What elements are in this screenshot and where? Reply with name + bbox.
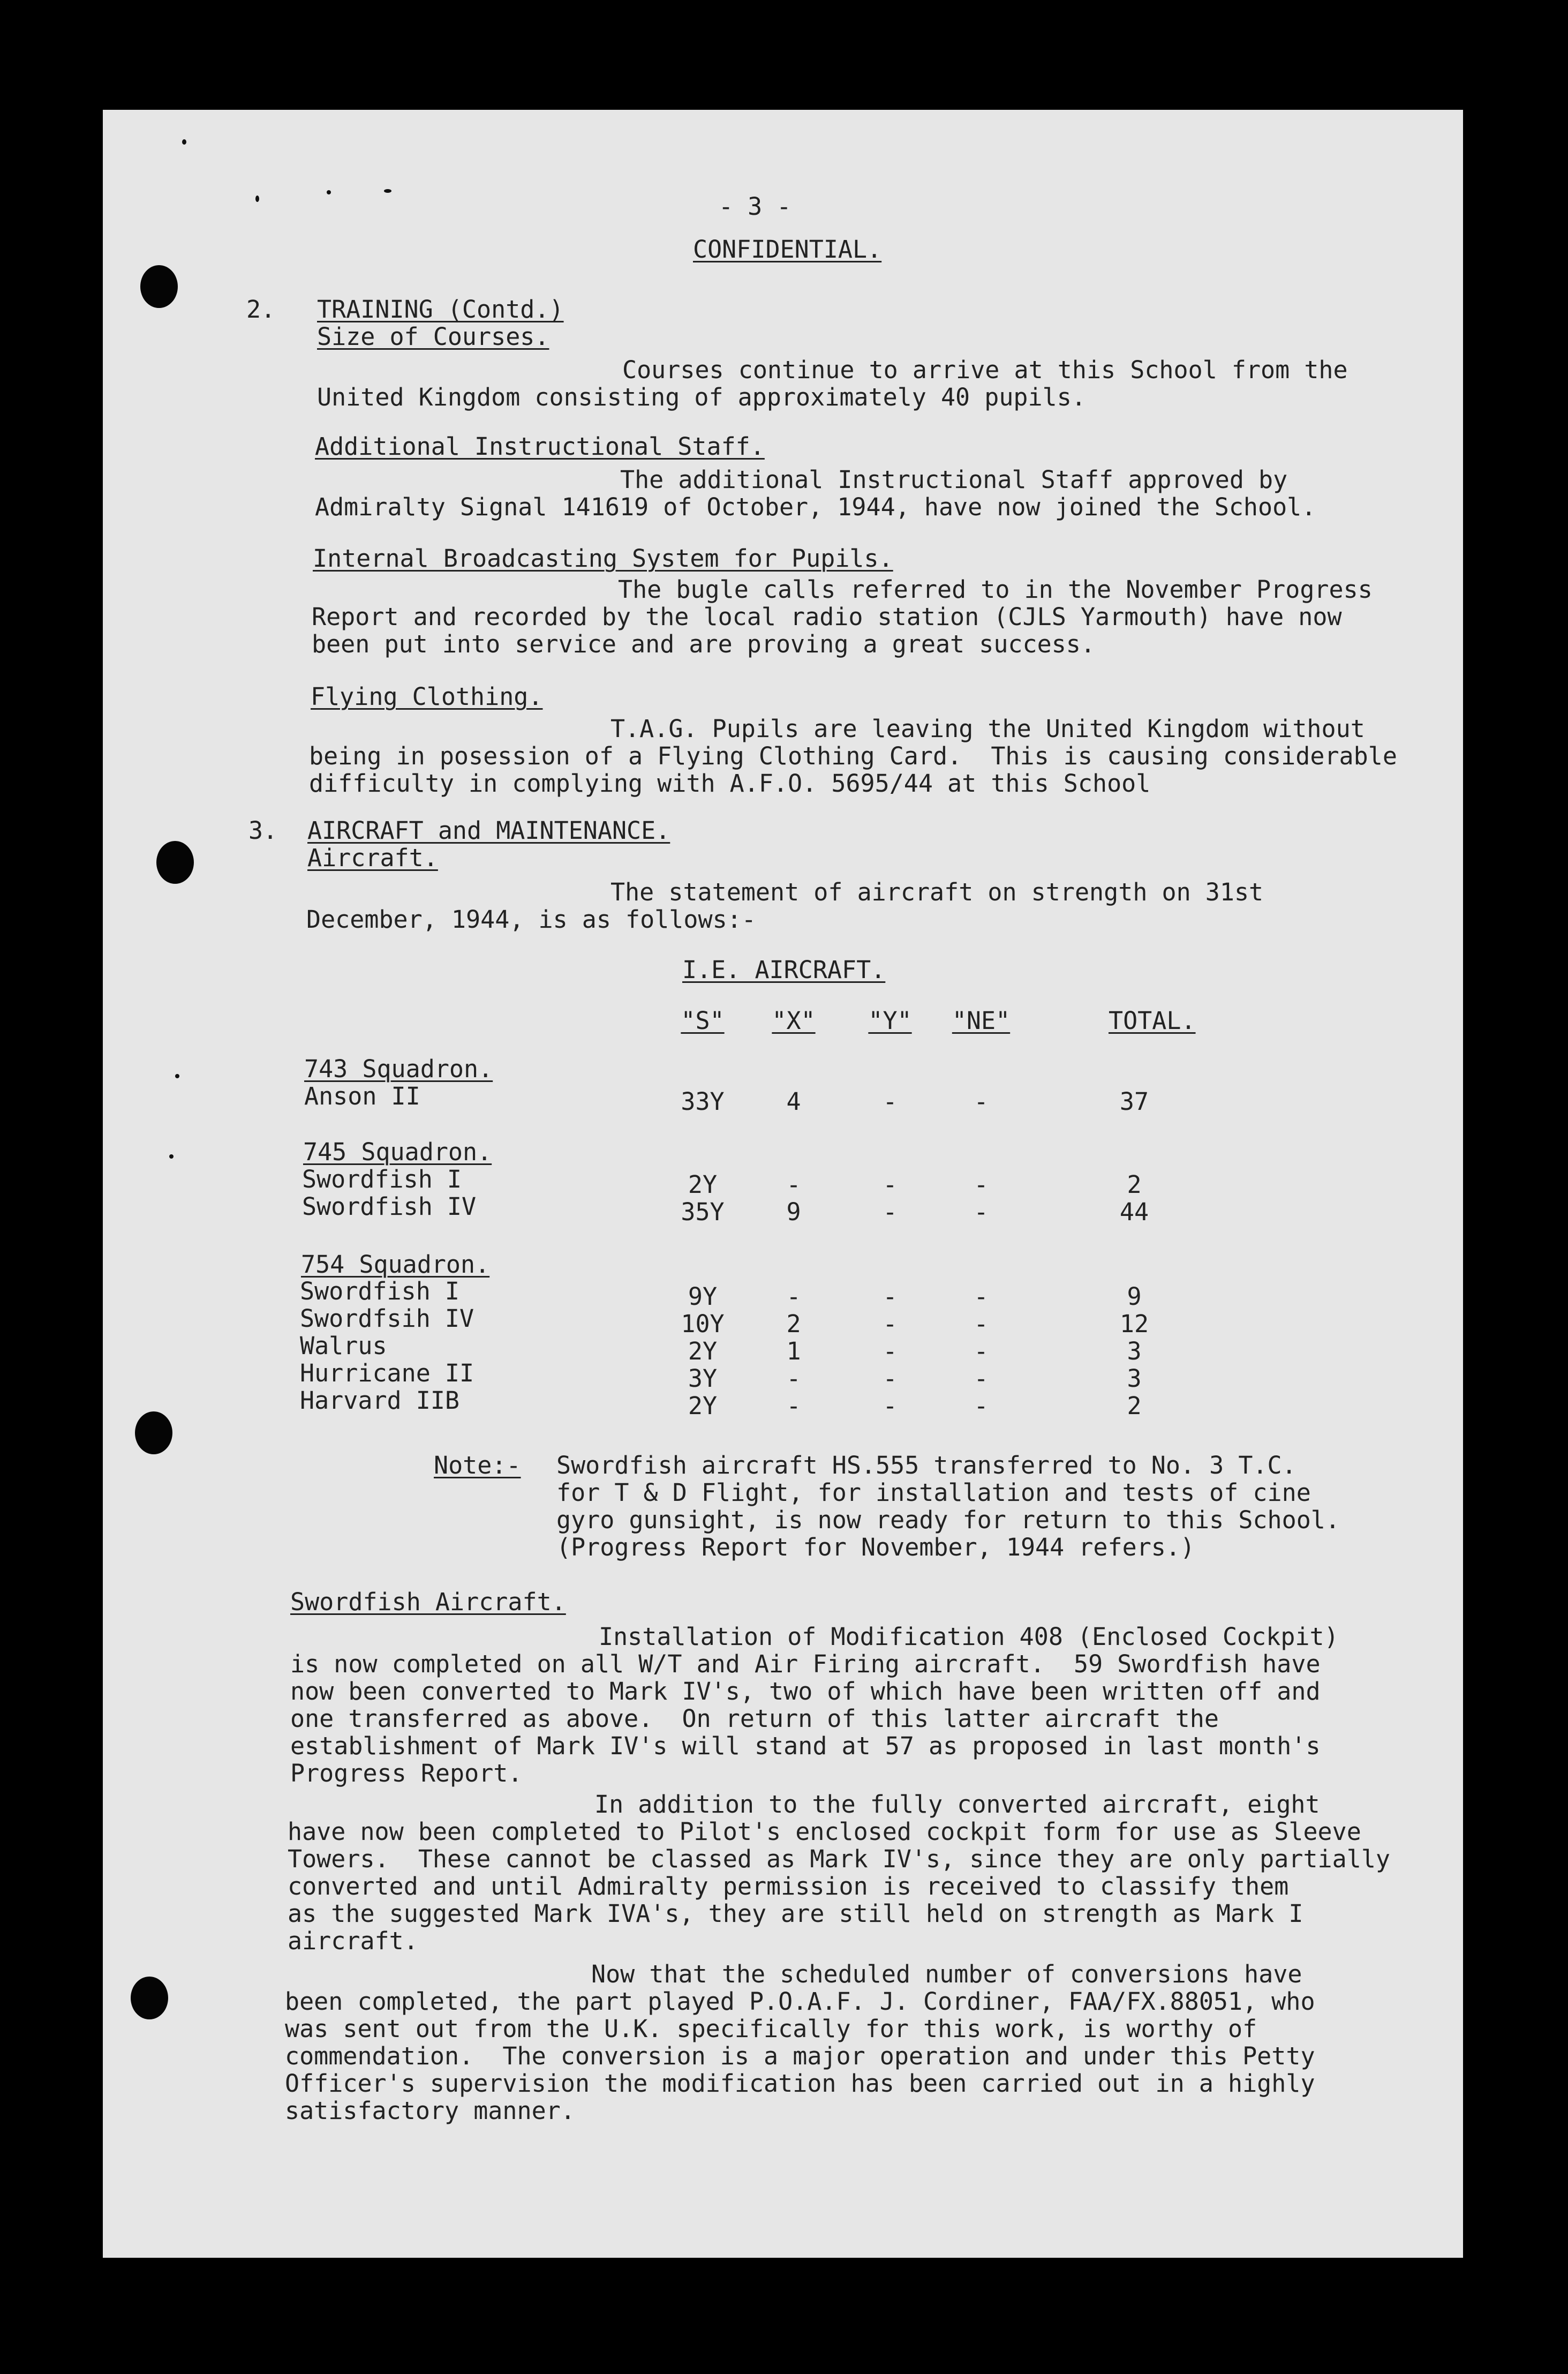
cell-ne: - [974,1364,989,1393]
column-header: "S" [681,1006,725,1035]
section-number: 3. [248,816,278,845]
aircraft-type: Swordfsih IV [300,1304,474,1333]
paragraph-line: Report and recorded by the local radio station (CJLS Yarmouth) have now [312,603,1342,631]
document-body [103,110,1463,2258]
paragraph-line: Now that the scheduled number of conversions have [591,1960,1302,1988]
paragraph-line: Progress Report. [290,1759,523,1787]
paragraph-line: one transferred as above. On return of this latter aircraft the [290,1704,1219,1733]
cell-x: 1 [786,1337,801,1365]
cell-y: - [883,1392,898,1420]
cell-total: 3 [1127,1364,1142,1393]
section-heading: TRAINING (Contd.) [317,295,564,324]
paragraph-line: The statement of aircraft on strength on 31st [610,878,1264,906]
paragraph-line: Admiralty Signal 141619 of October, 1944, have now joined the School. [315,493,1316,521]
cell-s: 2Y [688,1170,718,1199]
cell-y: - [883,1198,898,1226]
table-caption: I.E. AIRCRAFT. [682,956,886,984]
paragraph-line: as the suggested Mark IVA's, they are still held on strength as Mark I [288,1899,1303,1928]
cell-s: 35Y [681,1198,725,1226]
cell-x: - [786,1170,801,1199]
cell-ne: - [974,1282,989,1311]
cell-y: - [883,1310,898,1338]
note-line: (Progress Report for November, 1944 refers.) [556,1533,1195,1561]
cell-total: 2 [1127,1170,1142,1199]
paragraph-line: converted and until Admiralty permission is received to classify them [288,1872,1289,1900]
aircraft-type: Harvard IIB [300,1386,460,1415]
column-header: "X" [772,1006,816,1035]
column-header: TOTAL. [1109,1006,1196,1035]
cell-s: 2Y [688,1392,718,1420]
cell-ne: - [974,1310,989,1338]
cell-s: 33Y [681,1087,725,1116]
document-page [103,110,1463,2258]
aircraft-type: Swordfish I [302,1165,462,1193]
cell-s: 10Y [681,1310,725,1338]
paragraph-line: The additional Instructional Staff approved by [620,465,1288,494]
cell-total: 2 [1127,1392,1142,1420]
aircraft-type: Swordfish IV [302,1192,477,1221]
subsection-title: Additional Instructional Staff. [315,432,765,461]
cell-x: 2 [786,1310,801,1338]
aircraft-type: Swordfish I [300,1277,460,1305]
cell-x: 4 [786,1087,801,1116]
note-line: for T & D Flight, for installation and tests of cine [556,1478,1311,1507]
cell-x: - [786,1364,801,1393]
paragraph-line: been put into service and are proving a great success. [312,630,1095,658]
paragraph-line: Towers. These cannot be classed as Mark IV's, since they are only partially [288,1845,1391,1873]
cell-ne: - [974,1170,989,1199]
aircraft-type: Walrus [300,1332,387,1360]
cell-total: 37 [1119,1087,1149,1116]
paragraph-line: The bugle calls referred to in the November Progress [618,575,1373,604]
subsection-title: Flying Clothing. [311,682,543,711]
paragraph-line: commendation. The conversion is a major operation and under this Petty [285,2042,1315,2070]
cell-y: - [883,1364,898,1393]
paragraph-line: is now completed on all W/T and Air Firing aircraft. 59 Swordfish have [290,1650,1321,1678]
cell-s: 3Y [688,1364,718,1393]
aircraft-type: Hurricane II [300,1359,474,1387]
cell-ne: - [974,1337,989,1365]
section-heading: AIRCRAFT and MAINTENANCE. [307,816,670,845]
cell-total: 12 [1119,1310,1149,1338]
cell-x: 9 [786,1198,801,1226]
note-label: Note:- [434,1451,521,1479]
paragraph-line: now been converted to Mark IV's, two of which have been written off and [290,1677,1321,1706]
squadron-heading: 745 Squadron. [303,1138,492,1166]
paragraph-line: being in posession of a Flying Clothing Card. This is causing considerable [309,742,1397,770]
paragraph-line: establishment of Mark IV's will stand at 57 as proposed in last month's [290,1732,1321,1760]
subsection-title: Aircraft. [307,844,438,872]
note-line: Swordfish aircraft HS.555 transferred to No. 3 T.C. [556,1451,1296,1479]
column-header: "NE" [952,1006,1011,1035]
cell-x: - [786,1282,801,1311]
paragraph-line: In addition to the fully converted aircraft, eight [594,1790,1320,1819]
section-number: 2. [246,295,276,324]
cell-s: 9Y [688,1282,718,1311]
paragraph-line: difficulty in complying with A.F.O. 5695/44 at this School [309,769,1151,798]
cell-ne: - [974,1087,989,1116]
column-header: "Y" [868,1006,912,1035]
cell-total: 9 [1127,1282,1142,1311]
cell-s: 2Y [688,1337,718,1365]
paragraph-line: have now been completed to Pilot's enclosed cockpit form for use as Sleeve [288,1817,1361,1846]
paragraph-line: Installation of Modification 408 (Enclosed Cockpit) [599,1622,1339,1651]
cell-y: - [883,1337,898,1365]
classification-label: CONFIDENTIAL. [693,235,882,264]
cell-ne: - [974,1198,989,1226]
cell-y: - [883,1282,898,1311]
squadron-heading: 743 Squadron. [304,1055,493,1083]
paragraph-line: T.A.G. Pupils are leaving the United Kingdom without [610,715,1365,743]
subsection-title: Internal Broadcasting System for Pupils. [313,544,893,573]
cell-x: - [786,1392,801,1420]
squadron-heading: 754 Squadron. [301,1250,490,1279]
paragraph-line: satisfactory manner. [285,2097,575,2125]
paragraph-line: aircraft. [288,1927,418,1955]
subsection-title: Swordfish Aircraft. [290,1588,566,1616]
cell-total: 3 [1127,1337,1142,1365]
page-number: - 3 - [719,192,791,221]
aircraft-type: Anson II [304,1082,420,1110]
cell-y: - [883,1087,898,1116]
note-line: gyro gunsight, is now ready for return to this School. [556,1506,1340,1534]
subsection-title: Size of Courses. [317,322,549,351]
paragraph-line: was sent out from the U.K. specifically for this work, is worthy of [285,2015,1257,2043]
paragraph-line: December, 1944, is as follows:- [306,905,756,934]
cell-y: - [883,1170,898,1199]
cell-ne: - [974,1392,989,1420]
paragraph-line: Courses continue to arrive at this School from the [622,356,1348,384]
cell-total: 44 [1119,1198,1149,1226]
paragraph-line: United Kingdom consisting of approximately 40 pupils. [317,383,1086,411]
paragraph-line: Officer's supervision the modification has been carried out in a highly [285,2069,1315,2098]
paragraph-line: been completed, the part played P.O.A.F. J. Cordiner, FAA/FX.88051, who [285,1987,1315,2016]
